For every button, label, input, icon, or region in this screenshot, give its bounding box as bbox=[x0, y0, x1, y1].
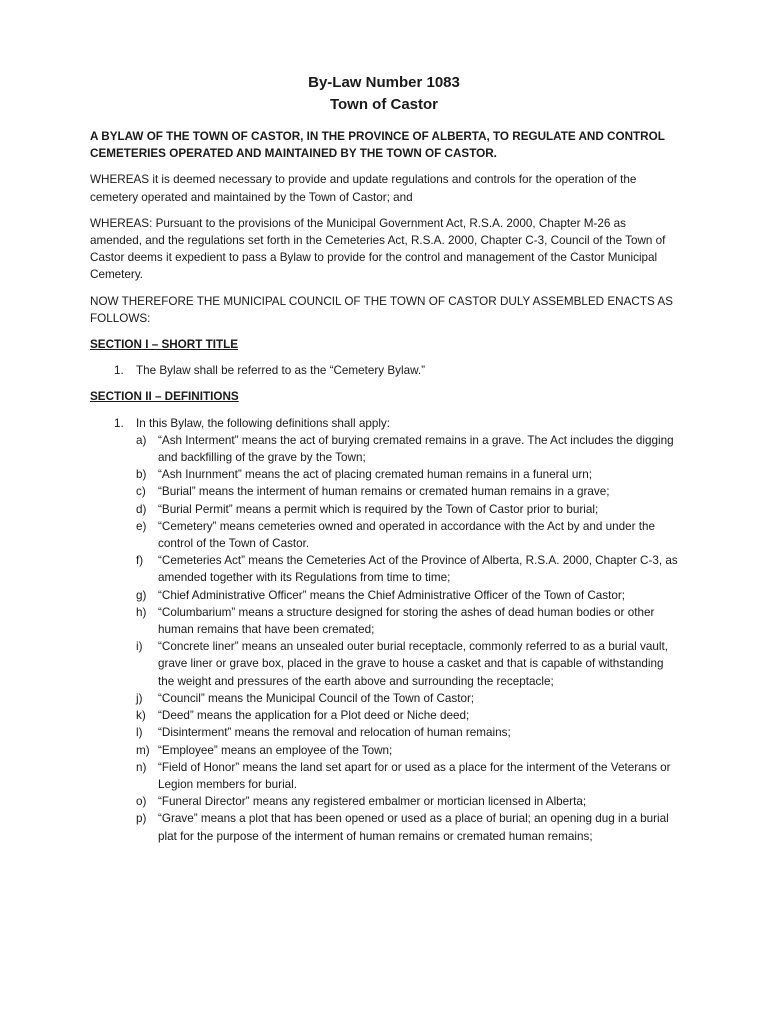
title-block bbox=[90, 72, 678, 116]
definition-item bbox=[90, 466, 678, 483]
definitions-list bbox=[90, 432, 678, 845]
definition-item bbox=[90, 518, 678, 552]
definition-item bbox=[90, 759, 678, 793]
definition-text: “Funeral Director” means any registered embalmer or mortician licensed in Alberta; bbox=[158, 795, 587, 809]
definition-letter: i) bbox=[136, 640, 143, 654]
definition-text: “Burial Permit” means a permit which is required by the Town of Castor prior to burial; bbox=[158, 502, 599, 516]
definition-item bbox=[90, 638, 678, 690]
bylaw-number-title: By-Law Number 1083 bbox=[308, 74, 460, 91]
definition-letter: d) bbox=[136, 502, 147, 516]
definition-letter: l) bbox=[136, 726, 143, 740]
definition-text: “Columbarium” means a structure designed for storing the ashes of dead human bodies or other human remains that have been cremated; bbox=[158, 605, 655, 637]
definition-item bbox=[90, 483, 678, 500]
definition-text: “Ash Interment” means the act of burying cremated remains in a grave. The Act includes the digging and backfilling of the grave by the Town; bbox=[158, 433, 674, 465]
definition-text: “Concrete liner” means an unsealed outer burial receptacle, commonly referred to as a burial vault, grave liner or grave box, placed in the grave to house a casket and that is capable of withstanding the weight and pressures of the earth above and surrounding the receptacle; bbox=[158, 640, 668, 688]
definition-letter: e) bbox=[136, 519, 147, 533]
definition-text: “Chief Administrative Officer” means the Chief Administrative Officer of the Town of Castor; bbox=[158, 588, 626, 602]
definition-letter: p) bbox=[136, 812, 147, 826]
definition-item bbox=[90, 552, 678, 586]
definition-letter: k) bbox=[136, 709, 146, 723]
definition-item bbox=[90, 810, 678, 844]
item-number: 1. bbox=[114, 416, 124, 430]
definition-item bbox=[90, 724, 678, 741]
definition-item bbox=[90, 793, 678, 810]
bylaw-preamble: A BYLAW OF THE TOWN OF CASTOR, IN THE PROVINCE OF ALBERTA, TO REGULATE AND CONTROL CEMETERIES OPERATED AND MAINTAINED BY THE TOWN OF CASTOR. bbox=[90, 130, 665, 161]
definition-letter: g) bbox=[136, 588, 147, 602]
definition-item bbox=[90, 742, 678, 759]
definition-letter: c) bbox=[136, 485, 146, 499]
definition-text: “Disinterment” means the removal and relocation of human remains; bbox=[158, 726, 511, 740]
definition-letter: a) bbox=[136, 433, 147, 447]
definition-letter: b) bbox=[136, 468, 147, 482]
item-text: In this Bylaw, the following definitions shall apply: bbox=[136, 416, 391, 430]
definition-letter: j) bbox=[136, 691, 143, 705]
whereas-paragraph-2: WHEREAS: Pursuant to the provisions of the Municipal Government Act, R.S.A. 2000, Chapter M-26 as amended, and the regulations set forth in the Cemeteries Act, R.S.A. 2000, Chapter C-3, Council of the Town of Castor deems it expedient to pass a Bylaw to provide for the control and management of the Castor Municipal Cemetery. bbox=[90, 216, 666, 282]
whereas-paragraph-1: WHEREAS it is deemed necessary to provide and update regulations and controls for the operation of the cemetery operated and maintained by the Town of Castor; and bbox=[90, 173, 637, 204]
definition-text: “Cemetery” means cemeteries owned and operated in accordance with the Act by and under the control of the Town of Castor. bbox=[158, 519, 655, 551]
section-1-item bbox=[90, 362, 678, 379]
definition-item bbox=[90, 432, 678, 466]
definition-item bbox=[90, 707, 678, 724]
definition-item bbox=[90, 501, 678, 518]
definition-item bbox=[90, 690, 678, 707]
section-2-title: SECTION II – DEFINITIONS bbox=[90, 390, 239, 404]
item-number: 1. bbox=[114, 364, 124, 378]
definition-text: “Ash Inurnment” means the act of placing cremated human remains in a funeral urn; bbox=[158, 468, 592, 482]
definition-text: “Deed” means the application for a Plot deed or Niche deed; bbox=[158, 709, 470, 723]
definition-letter: h) bbox=[136, 605, 147, 619]
definition-letter: n) bbox=[136, 760, 147, 774]
item-text: The Bylaw shall be referred to as the “Cemetery Bylaw.” bbox=[136, 364, 426, 378]
town-title: Town of Castor bbox=[329, 96, 439, 113]
definition-item bbox=[90, 587, 678, 604]
definition-letter: m) bbox=[136, 743, 150, 757]
enacts-paragraph: NOW THEREFORE THE MUNICIPAL COUNCIL OF THE TOWN OF CASTOR DULY ASSEMBLED ENACTS AS FOLLOWS: bbox=[90, 294, 673, 325]
definition-text: “Council” means the Municipal Council of the Town of Castor; bbox=[158, 691, 475, 705]
definition-text: “Cemeteries Act” means the Cemeteries Act of the Province of Alberta, R.S.A. 2000, Chapter C-3, as amended together with its Regulations from time to time; bbox=[158, 554, 678, 585]
section-1-title: SECTION I – SHORT TITLE bbox=[90, 338, 239, 352]
definition-text: “Grave” means a plot that has been opened or used as a place of burial; an opening dug in a burial plat for the purpose of the interment of human remains or cremated human remains; bbox=[158, 812, 669, 843]
definition-letter: f) bbox=[136, 554, 144, 568]
definition-text: “Field of Honor” means the land set apart for or used as a place for the interment of the Veterans or Legion members for burial. bbox=[158, 760, 671, 791]
definition-text: “Burial” means the interment of human remains or cremated human remains in a grave; bbox=[158, 485, 610, 499]
definition-text: “Employee” means an employee of the Town; bbox=[158, 743, 393, 757]
definitions-intro bbox=[90, 415, 678, 432]
definition-item bbox=[90, 604, 678, 638]
definition-letter: o) bbox=[136, 795, 147, 809]
